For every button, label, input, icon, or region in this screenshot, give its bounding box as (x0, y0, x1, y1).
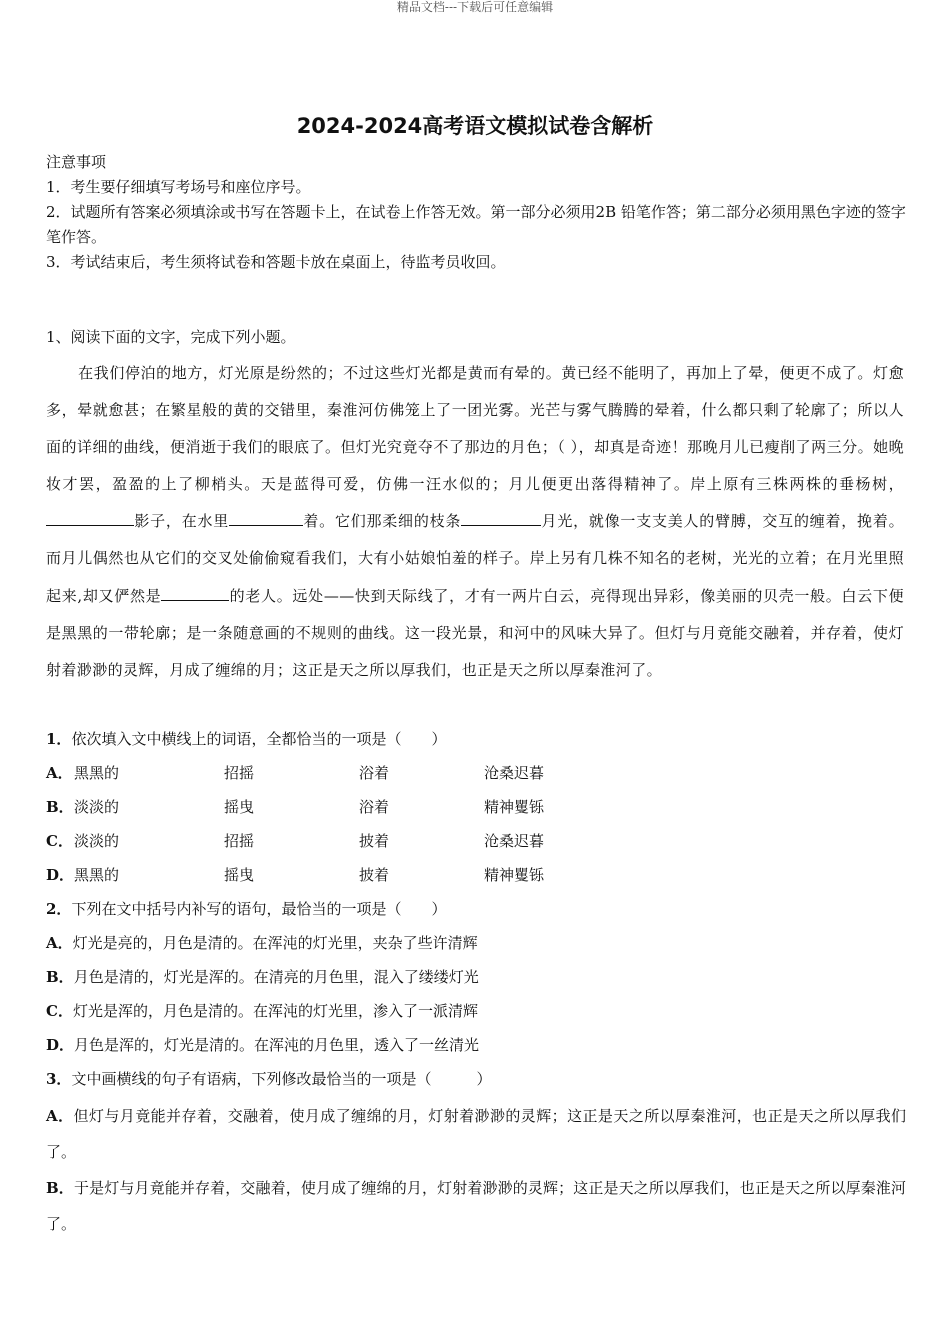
option-word-1: 黑黑的 (74, 764, 120, 782)
option-letter: D． (46, 1036, 75, 1054)
notice-item: 2．试题所有答案必须填涂或书写在答题卡上，在试卷上作答无效。第一部分必须用2B 铅笔作答；第二部分必须用黑色字迹的签字笔作答。 (46, 203, 906, 246)
question-text: 下列在文中括号内补写的语句，最恰当的一项是（ ） (71, 900, 447, 918)
option-letter: D． (46, 866, 75, 884)
option-word-4: 精神矍铄 (484, 866, 545, 884)
option-word-2: 摇曳 (224, 798, 255, 816)
blank-line (46, 507, 134, 526)
passage-text: 着。它们那柔细的枝条 (303, 512, 462, 531)
passage-text: 影子，在水里 (134, 512, 230, 531)
page-title: 2024-2024高考语文模拟试卷含解析 (296, 114, 654, 138)
header-note: 精品文档---下载后可任意编辑 (396, 0, 554, 14)
option-text: 月色是清的，灯光是浑的。在清亮的月色里，混入了缕缕灯光 (73, 968, 479, 986)
option-word-2: 招摇 (224, 764, 255, 782)
option-text: 灯光是亮的，月色是清的。在浑沌的灯光里，夹杂了些许清辉 (72, 934, 478, 952)
option-word-2: 招摇 (224, 832, 255, 850)
q3-option-b[interactable] (46, 1170, 906, 1242)
passage-text: 的老人。远处——快到天际线了，才有一两片白云，亮得现出异彩，像美丽的贝壳一般。白云下便是黑黑的一带轮廓；是一条随意画的不规则的曲线。这一段光景，和河中的风味大异了。但灯与月竟能交融着，并存着，使灯射着渺渺的灵辉，月成了缠绵的月；这正是天之所以厚我们，也正是天之所以厚秦淮河了。 (46, 586, 904, 679)
q2-option-b[interactable] (46, 962, 906, 996)
option-word-4: 沧桑迟暮 (484, 832, 545, 850)
q1-option-a[interactable] (46, 758, 906, 792)
option-word-1: 淡淡的 (74, 798, 120, 816)
option-letter: B． (46, 798, 74, 816)
notice-heading: 注意事项 (46, 153, 107, 171)
question-3-stem (46, 1064, 906, 1098)
reading-passage (46, 355, 904, 689)
option-word-3: 浴着 (359, 798, 390, 816)
q1-option-c[interactable] (46, 826, 906, 860)
option-word-2: 摇曳 (224, 866, 255, 884)
option-word-4: 精神矍铄 (484, 798, 545, 816)
option-letter: B． (46, 1179, 74, 1197)
option-text: 月色是浑的，灯光是清的。在浑沌的月色里，透入了一丝清光 (74, 1036, 480, 1054)
question-text: 依次填入文中横线上的词语，全都恰当的一项是（ ） (71, 730, 447, 748)
option-text: 于是灯与月竟能并存着，交融着，使月成了缠绵的月，灯射着渺渺的灵辉；这正是天之所以厚我们，也正是天之所以厚秦淮河了。 (46, 1179, 906, 1233)
option-letter: B． (46, 968, 74, 986)
option-word-1: 黑黑的 (74, 866, 120, 884)
question-number: 3． (46, 1070, 72, 1088)
q1-option-d[interactable] (46, 860, 906, 894)
q1-option-b[interactable] (46, 792, 906, 826)
q2-option-a[interactable] (46, 928, 906, 962)
notice-item: 3．考试结束后，考生须将试卷和答题卡放在桌面上，待监考员收回。 (46, 253, 506, 271)
blank-line (161, 582, 229, 601)
option-word-3: 披着 (359, 866, 390, 884)
q2-option-c[interactable] (46, 996, 906, 1030)
question-text: 文中画横线的句子有语病，下列修改最恰当的一项是（ ） (71, 1070, 492, 1088)
q3-option-a[interactable] (46, 1098, 906, 1170)
question-2-stem (46, 894, 906, 928)
option-letter: A． (46, 934, 73, 952)
option-letter: A． (46, 1107, 74, 1125)
option-letter: C． (46, 1002, 73, 1020)
notice-item: 1．考生要仔细填写考场号和座位序号。 (46, 178, 311, 196)
option-word-4: 沧桑迟暮 (484, 764, 545, 782)
option-word-3: 披着 (359, 832, 390, 850)
passage-text: 在我们停泊的地方，灯光原是纷然的；不过这些灯光都是黄而有晕的。黄已经不能明了，再加上了晕，便更不成了。灯愈多，晕就愈甚；在繁星般的黄的交错里，秦淮河仿佛笼上了一团光雾。光芒与雾气腾腾的晕着，什么都只剩了轮廓了；所以人面的详细的曲线，便消逝于我们的眼底了。但灯光究竟夺不了那边的月色；（ ），却真是奇迹！那晚月儿已瘦削了两三分。她晚妆才罢，盈盈的上了柳梢头。天是蓝得可爱，仿佛一汪水似的；月儿便更出落得精神了。岸上原有三株两株的垂杨树， (46, 364, 904, 494)
option-word-1: 淡淡的 (74, 832, 120, 850)
question-number: 2． (46, 900, 72, 918)
question-number: 1． (46, 730, 72, 748)
option-letter: C． (46, 832, 73, 850)
option-text: 但灯与月竟能并存着，交融着，使月成了缠绵的月，灯射着渺渺的灵辉；这正是天之所以厚秦淮河，也正是天之所以厚我们了。 (46, 1107, 907, 1161)
q2-option-d[interactable] (46, 1030, 906, 1064)
blank-line (229, 507, 303, 526)
questions (46, 724, 906, 1242)
option-letter: A． (46, 764, 73, 782)
blank-line (461, 507, 541, 526)
reading-intro: 1、阅读下面的文字，完成下列小题。 (46, 328, 296, 346)
question-1-stem (46, 724, 906, 758)
notice-section (46, 150, 906, 275)
option-word-3: 浴着 (359, 764, 390, 782)
option-text: 灯光是浑的，月色是清的。在浑沌的灯光里，渗入了一派清辉 (72, 1002, 478, 1020)
passage-text: 月光，就像一支支美人的臂膊，交互的缠着，挽着。而月儿偶然也从它们的交叉处偷偷窥看我们，大有小姑娘怕羞的样子。岸上另有几株不知名的老树，光光的立着；在月光里照起来,却又俨然是 (46, 512, 904, 605)
